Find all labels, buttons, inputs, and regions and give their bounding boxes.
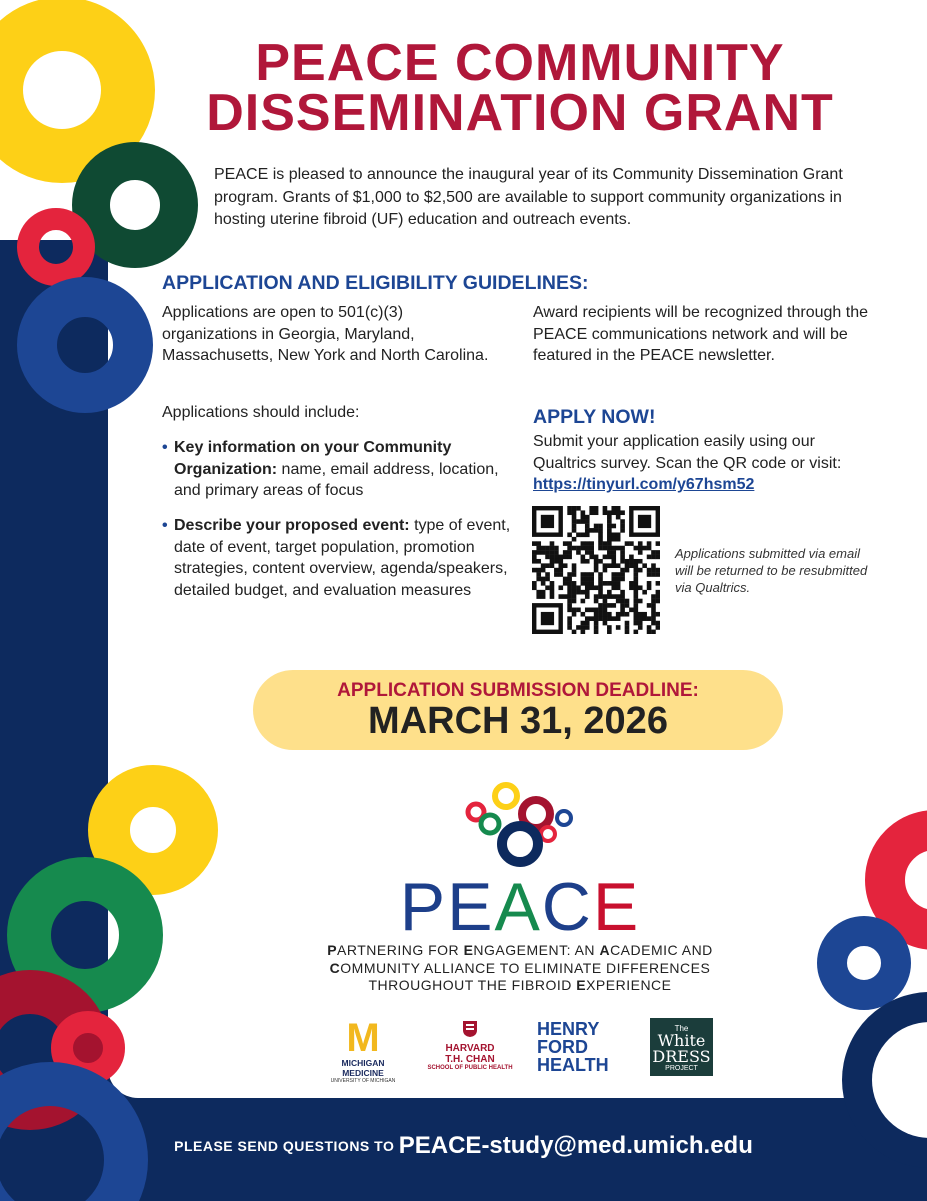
email-note: Applications submitted via email will be returned to be resubmitted via Qualtrics.	[675, 546, 868, 595]
qr-code[interactable]	[532, 506, 660, 634]
guidelines-heading: APPLICATION AND ELIGIBILITY GUIDELINES:	[162, 272, 589, 294]
apply-instructions: Submit your application easily using our Qualtrics survey. Scan the QR code or visit:	[533, 433, 842, 472]
bullet-bold: Key information on your Community Organization:	[174, 439, 452, 478]
michigan-name: MICHIGAN MEDICINE	[341, 1058, 385, 1078]
bullet-bold: Describe your proposed event:	[174, 517, 410, 534]
hf-line-2: FORD	[537, 1037, 588, 1057]
harvard-name: HARVARD	[445, 1043, 495, 1054]
include-intro: Applications should include:	[162, 404, 360, 421]
deadline-banner	[253, 670, 783, 750]
peace-tagline	[270, 942, 770, 995]
white-dress-project-logo	[650, 1018, 713, 1076]
wd-name: White DRESS	[652, 1031, 711, 1066]
wd-the: The	[674, 1024, 689, 1033]
block-m-icon: M	[346, 1016, 380, 1060]
peace-letter: E	[447, 869, 495, 945]
title-line-2: DISSEMINATION GRANT	[206, 84, 834, 142]
bullet-describe-event	[162, 515, 512, 601]
bullet-dot: •	[162, 517, 168, 534]
harvard-sub: SCHOOL OF PUBLIC HEALTH	[427, 1065, 513, 1071]
harvard-chan-logo	[425, 1020, 515, 1071]
deadline-label: APPLICATION SUBMISSION DEADLINE:	[337, 680, 699, 701]
michigan-medicine-logo	[320, 1016, 406, 1084]
footer-contact	[0, 1132, 927, 1160]
deadline-date: MARCH 31, 2026	[368, 700, 668, 742]
harvard-name-2: T.H. CHAN	[445, 1054, 495, 1065]
bullet-dot: •	[162, 439, 168, 456]
footer-prefix: PLEASE SEND QUESTIONS TO	[174, 1138, 399, 1154]
peace-wordmark	[380, 868, 660, 946]
henry-ford-health-logo	[537, 1020, 627, 1074]
apply-text	[533, 431, 878, 496]
peace-rings-icon	[460, 780, 580, 872]
peace-letter: A	[494, 869, 542, 945]
intro-paragraph: PEACE is pleased to announce the inaugural year of its Community Dissemination Grant program. Grants of $1,000 to $2,500 are available to support community organizations in hosting uterine fibroid (UF) education and outreach events.	[214, 166, 843, 228]
hf-line-1: HENRY	[537, 1019, 600, 1039]
wd-sub: PROJECT	[665, 1065, 698, 1072]
peace-letter: P	[399, 869, 448, 945]
eligibility-text: Applications are open to 501(c)(3) organizations in Georgia, Maryland, Massachusetts, New York and North Carolina.	[162, 304, 489, 364]
page-title	[150, 34, 890, 142]
bullet-key-information	[162, 437, 512, 502]
survey-link[interactable]: https://tinyurl.com/y67hsm52	[533, 476, 755, 493]
bullet-text: name, email address, location, and primary areas of focus	[174, 460, 499, 499]
harvard-shield-icon	[462, 1020, 478, 1038]
tagline-line: PARTNERING FOR ENGAGEMENT: AN ACADEMIC AND	[327, 942, 713, 958]
tagline-line: COMMUNITY ALLIANCE TO ELIMINATE DIFFERENCES	[329, 959, 711, 976]
michigan-sub: UNIVERSITY OF MICHIGAN	[330, 1078, 396, 1084]
hf-line-3: HEALTH	[537, 1055, 609, 1075]
contact-email-link[interactable]: PEACE-study@med.umich.edu	[398, 1132, 753, 1159]
award-text: Award recipients will be recognized through the PEACE communications network and will be featured in the PEACE newsletter.	[533, 304, 869, 364]
peace-letter: C	[541, 869, 593, 945]
tagline-line: THROUGHOUT THE FIBROID EXPERIENCE	[368, 977, 672, 993]
apply-now-heading: APPLY NOW!	[533, 406, 656, 428]
bullet-text: type of event, date of event, target population, promotion strategies, content overview, agenda/speakers, detailed budget, and evaluation measures	[174, 517, 511, 599]
peace-letter: E	[592, 869, 641, 945]
title-line-1: PEACE COMMUNITY	[255, 34, 785, 92]
